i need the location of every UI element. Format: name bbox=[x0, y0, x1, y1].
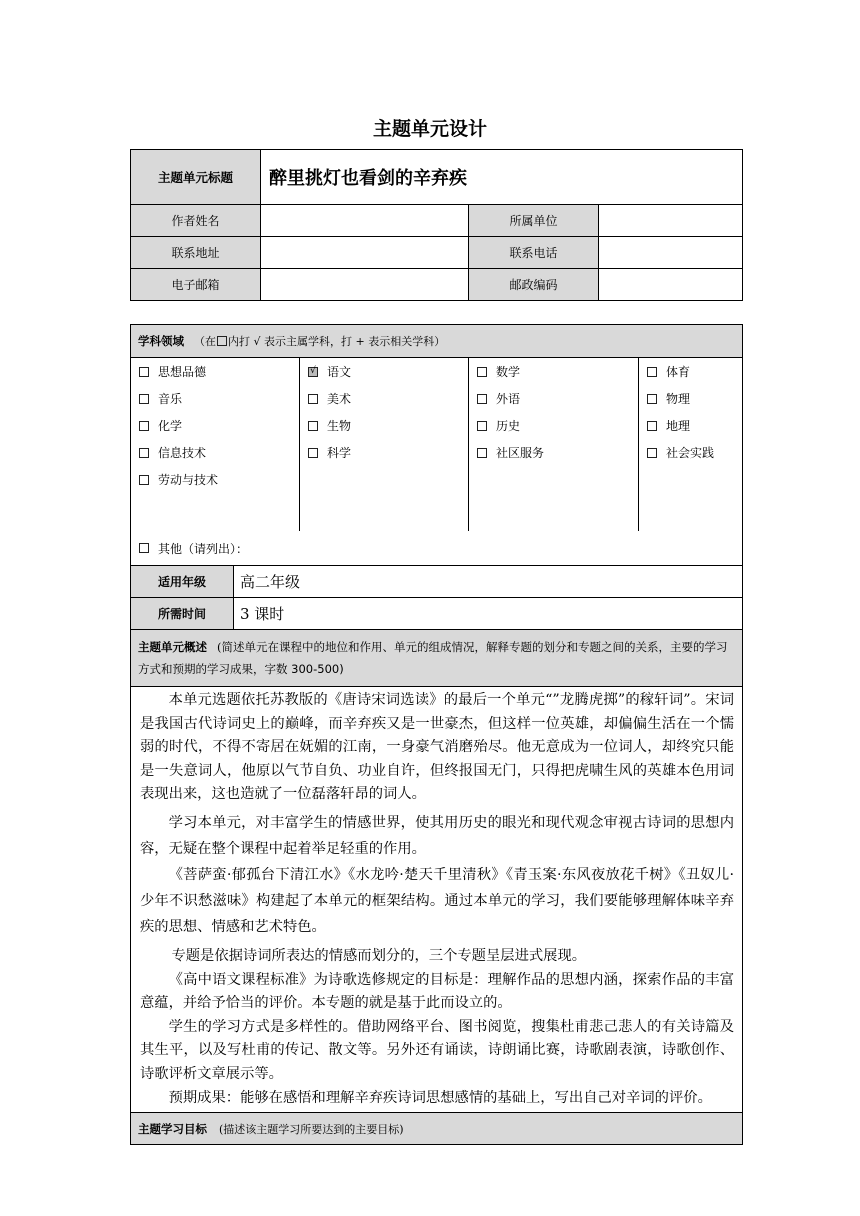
subject-column bbox=[469, 358, 639, 531]
subject-column bbox=[300, 358, 469, 531]
subject-item[interactable] bbox=[131, 385, 299, 412]
checkbox-icon[interactable] bbox=[477, 421, 487, 431]
subject-name: 信息技术 bbox=[158, 446, 207, 460]
checkbox-icon[interactable] bbox=[139, 448, 149, 458]
overview-paragraph: 预期成果：能够在感悟和理解辛弃疾诗词思想感情的基础上，写出自己对辛词的评价。 bbox=[168, 1089, 712, 1106]
checkbox-icon[interactable] bbox=[139, 543, 149, 553]
subject-name: 音乐 bbox=[158, 392, 183, 406]
address-field[interactable] bbox=[261, 237, 469, 269]
overview-paragraph: 《高中语文课程标准》为诗歌选修规定的目标是：理解作品的思想内涵，探索作品的丰富意蕴，并给予恰当的评价。本专题的就是基于此而设立的。 bbox=[140, 971, 734, 1012]
author-label: 作者姓名 bbox=[131, 205, 261, 237]
subject-name: 历史 bbox=[496, 419, 521, 433]
subject-grid bbox=[131, 358, 742, 531]
checkbox-icon[interactable] bbox=[308, 394, 318, 404]
checkbox-icon[interactable] bbox=[139, 421, 149, 431]
overview-word-count: 300-500) bbox=[291, 662, 344, 676]
checkbox-icon[interactable] bbox=[139, 394, 149, 404]
overview-header bbox=[131, 630, 743, 687]
subject-item[interactable] bbox=[469, 358, 638, 385]
subject-name: 思想品德 bbox=[158, 365, 207, 379]
subject-item[interactable] bbox=[469, 439, 638, 466]
phone-label: 联系电话 bbox=[469, 237, 599, 269]
goals-label: 主题学习目标 bbox=[138, 1121, 207, 1136]
affiliation-field[interactable] bbox=[599, 205, 743, 237]
postcode-label: 邮政编码 bbox=[469, 269, 599, 301]
checkbox-icon[interactable] bbox=[308, 448, 318, 458]
subject-name: 语文 bbox=[327, 365, 352, 379]
subject-item[interactable] bbox=[639, 385, 743, 412]
subject-name: 美术 bbox=[327, 392, 352, 406]
checkbox-icon[interactable] bbox=[647, 448, 657, 458]
info-table bbox=[130, 149, 743, 301]
email-label: 电子邮箱 bbox=[131, 269, 261, 301]
other-subjects[interactable] bbox=[131, 531, 742, 565]
checkbox-icon bbox=[217, 336, 227, 346]
checkbox-icon[interactable] bbox=[139, 367, 149, 377]
checkbox-icon[interactable] bbox=[477, 394, 487, 404]
other-subjects-label: 其他（请列出）： bbox=[158, 541, 249, 556]
subject-item[interactable] bbox=[639, 412, 743, 439]
subject-name: 地理 bbox=[666, 419, 691, 433]
subject-name: 科学 bbox=[327, 446, 352, 460]
time-label: 所需时间 bbox=[131, 598, 234, 630]
subject-name: 物理 bbox=[666, 392, 691, 406]
subject-item[interactable] bbox=[469, 412, 638, 439]
checkbox-icon[interactable] bbox=[308, 421, 318, 431]
subject-name: 体育 bbox=[666, 365, 691, 379]
subject-name: 社会实践 bbox=[666, 446, 715, 460]
checkbox-checked-icon[interactable]: √ bbox=[308, 367, 318, 377]
overview-label: 主题单元概述 bbox=[138, 640, 207, 654]
checkbox-icon[interactable] bbox=[139, 475, 149, 485]
overview-note: (简述单元在课程中的地位和作用、单元的组成情况，解释专题的划分和专题之间的关系，主要的学习方式和预期的学习成果，字数 bbox=[138, 640, 728, 676]
overview-paragraph: 学习本单元，对丰富学生的情感世界，使其用历史的眼光和现代观念审视古诗词的思想内容，无疑在整个课程中起着举足轻重的作用。 bbox=[140, 814, 734, 857]
subject-name: 社区服务 bbox=[496, 446, 545, 460]
subject-item[interactable] bbox=[131, 439, 299, 466]
theme-title-value[interactable]: 醉里挑灯也看剑的辛弃疾 bbox=[261, 150, 743, 205]
overview-paragraph: 《菩萨蛮·郁孤台下清江水》《水龙吟·楚天千里清秋》《青玉案·东风夜放花千树》《丑奴儿·少年不识愁滋味》构建起了本单元的框架结构。通过本单元的学习，我们要能够理解体味辛弃疾的思想、情感和艺术特色。 bbox=[140, 866, 734, 935]
checkbox-icon[interactable] bbox=[647, 394, 657, 404]
grade-value[interactable]: 高二年级 bbox=[234, 566, 743, 598]
subject-area-note-end: 内打 √ 表示主属学科，打 + 表示相关学科） bbox=[228, 335, 446, 348]
subject-item[interactable] bbox=[131, 466, 299, 493]
checkbox-icon[interactable] bbox=[477, 448, 487, 458]
subject-area-header bbox=[131, 325, 743, 358]
checkbox-icon[interactable] bbox=[647, 367, 657, 377]
subject-column bbox=[639, 358, 743, 531]
checkbox-icon[interactable] bbox=[647, 421, 657, 431]
overview-paragraph: 本单元选题依托苏教版的《唐诗宋词选读》的最后一个单元“”龙腾虎掷”的稼轩词”。宋词是我国古代诗词史上的巅峰，而辛弃疾又是一世豪杰，但这样一位英雄，却偏偏生活在一个懦弱的时代，不得不寄居在妩媚的江南，一身豪气消磨殆尽。他无意成为一位词人，却终究只能是一失意词人，他原以气节自负、功业自许，但终报国无门，只得把虎啸生风的英雄本色用词表现出来，这也造就了一位磊落轩昂的词人。 bbox=[140, 692, 734, 803]
page-title: 主题单元设计 bbox=[372, 118, 487, 140]
subject-name: 化学 bbox=[158, 419, 183, 433]
design-table bbox=[130, 324, 743, 1145]
subject-item[interactable] bbox=[300, 385, 468, 412]
subject-area-body bbox=[131, 358, 743, 566]
subject-name: 外语 bbox=[496, 392, 521, 406]
author-field[interactable] bbox=[261, 205, 469, 237]
theme-title-label: 主题单元标题 bbox=[131, 150, 261, 205]
subject-name: 劳动与技术 bbox=[158, 473, 219, 487]
subject-item[interactable] bbox=[639, 358, 743, 385]
subject-item[interactable] bbox=[469, 385, 638, 412]
subject-column bbox=[131, 358, 300, 531]
subject-item[interactable] bbox=[300, 358, 468, 385]
subject-name: 生物 bbox=[327, 419, 352, 433]
phone-field[interactable] bbox=[599, 237, 743, 269]
email-field[interactable] bbox=[261, 269, 469, 301]
overview-paragraph: 专题是依据诗词所表达的情感而划分的，三个专题呈层进式展现。 bbox=[171, 947, 587, 964]
affiliation-label: 所属单位 bbox=[469, 205, 599, 237]
subject-area-label: 学科领域 bbox=[138, 334, 184, 348]
overview-body[interactable] bbox=[131, 687, 743, 1113]
subject-item[interactable] bbox=[131, 412, 299, 439]
grade-label: 适用年级 bbox=[131, 566, 234, 598]
overview-paragraph: 学生的学习方式是多样性的。借助网络平台、图书阅览，搜集杜甫悲己悲人的有关诗篇及其生平，以及写杜甫的传记、散文等。另外还有诵读，诗朗诵比赛，诗歌剧表演，诗歌创作、诗歌评析文章展示等。 bbox=[140, 1018, 734, 1082]
subject-item[interactable] bbox=[131, 358, 299, 385]
goals-note: (描述该主题学习所要达到的主要目标) bbox=[219, 1122, 404, 1136]
subject-area-note-start: （在 bbox=[194, 335, 216, 348]
time-value[interactable]: 3 课时 bbox=[234, 598, 743, 630]
subject-item[interactable] bbox=[300, 439, 468, 466]
subject-name: 数学 bbox=[496, 365, 521, 379]
goals-header bbox=[131, 1113, 743, 1145]
checkbox-icon[interactable] bbox=[477, 367, 487, 377]
subject-item[interactable] bbox=[300, 412, 468, 439]
subject-item[interactable] bbox=[639, 439, 743, 466]
address-label: 联系地址 bbox=[131, 237, 261, 269]
postcode-field[interactable] bbox=[599, 269, 743, 301]
